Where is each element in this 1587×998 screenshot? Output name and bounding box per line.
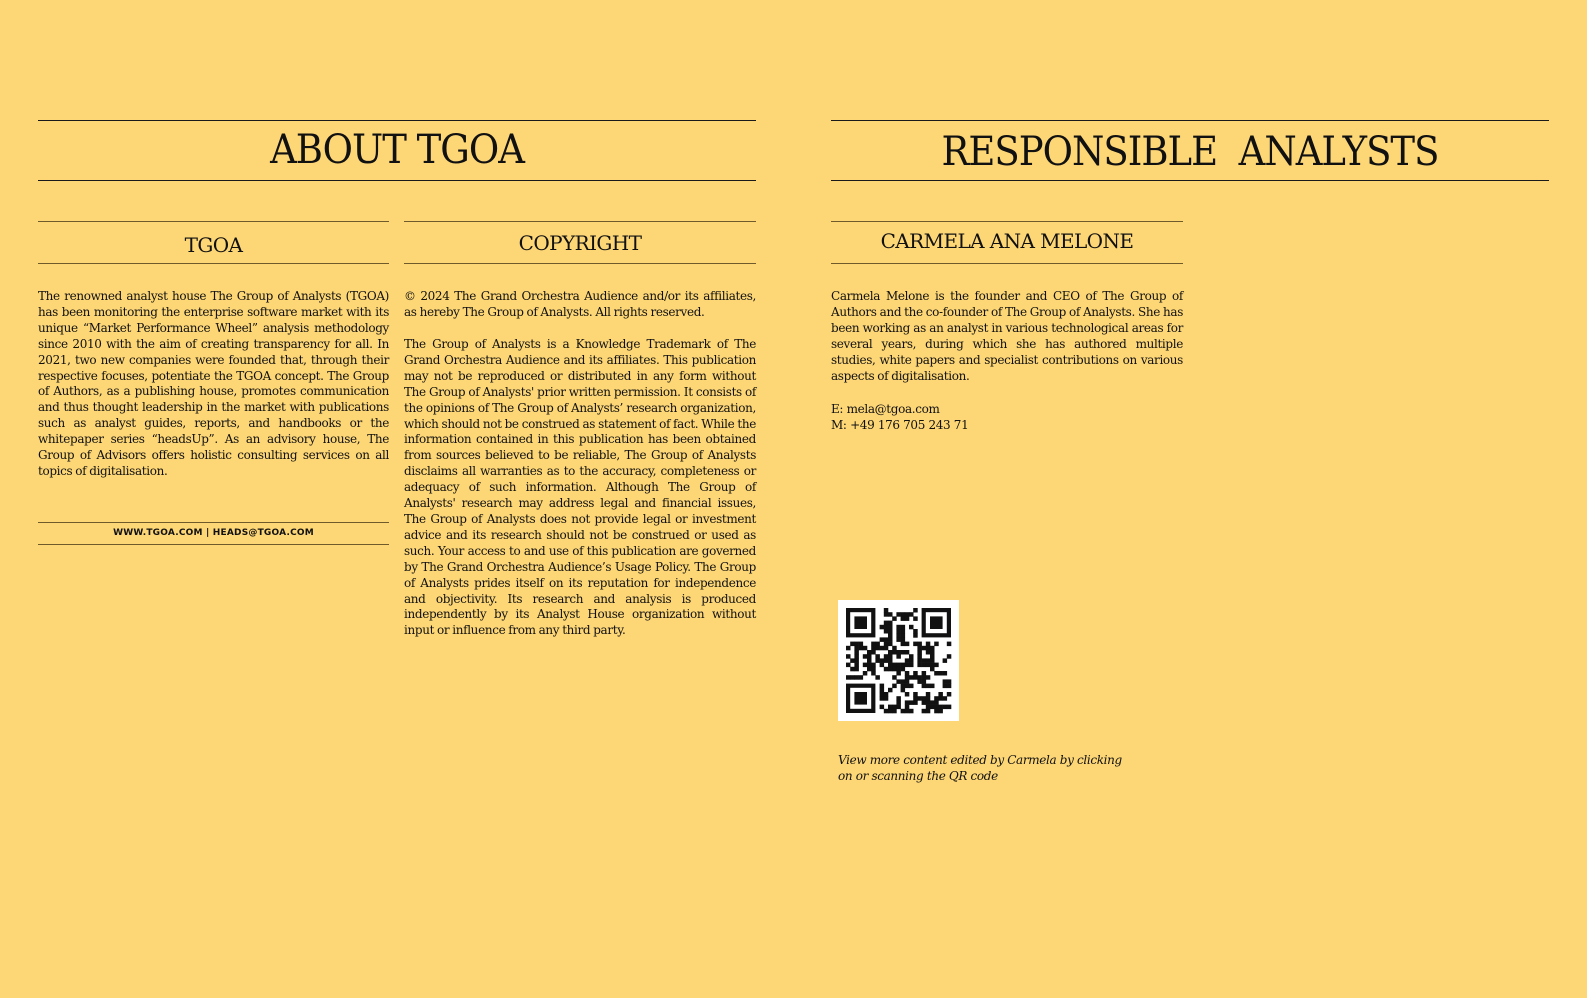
tgoa-heading-bottom-rule <box>38 263 389 264</box>
analyst-name-top-rule <box>831 221 1183 222</box>
analyst-bio: Carmela Melone is the founder and CEO of The Group of Authors and the co-founder of The Group of Analysts. She has been working as an analyst in various technological areas for several years, during which she has authored multiple studies, white papers and specialist contributions on various aspects of digitalisation. <box>831 289 1183 383</box>
analysts-title: RESPONSIBLE ANALYSTS <box>941 128 1439 175</box>
tgoa-footer-bottom-rule <box>38 544 389 545</box>
analyst-name-bottom-rule <box>831 263 1183 264</box>
copyright-heading-bottom-rule <box>404 263 756 264</box>
tgoa-paragraph: The renowned analyst house The Group of Analysts (TGOA) has been monitoring the enterprise software market with its unique “Market Performance Wheel” analysis methodology since 2010 with the aim of creating transparency for all. In 2021, two new companies were founded that, through their respective focuses, potentiate the TGOA concept. The Group of Authors, as a publishing house, promotes communication and thus thought leadership in the market with publications such as analyst guides, reports, and handbooks or the whitepaper series “headsUp”. As an advisory house, The Group of Advisors offers holistic consulting services on all topics of digitalisation. <box>38 289 389 478</box>
about-title: ABOUT TGOA <box>270 126 524 173</box>
analyst-name: CARMELA ANA MELONE <box>880 229 1134 253</box>
qr-caption: View more content edited by Carmela by clicking on or scanning the QR code <box>838 753 1122 783</box>
tgoa-heading-top-rule <box>38 221 389 222</box>
analyst-mobile: M: +49 176 705 243 71 <box>831 418 969 432</box>
analyst-email[interactable]: E: mela@tgoa.com <box>831 402 940 416</box>
about-title-top-rule <box>38 120 756 121</box>
analysts-title-top-rule <box>831 120 1549 121</box>
copyright-paragraph-2: The Group of Analysts is a Knowledge Trademark of The Grand Orchestra Audience and its affiliates. This publication may not be reproduced or distributed in any form without The Group of Analysts' prior written permission. It consists of the opinions of The Group of Analysts’ research organization, which should not be construed as statement of fact. While the information contained in this publication has been obtained from sources believed to be reliable, The Group of Analysts disclaims all warranties as to the accuracy, completeness or adequacy of such information. Although The Group of Analysts' research may address legal and financial issues, The Group of Analysts does not provide legal or investment advice and its research should not be construed or used as such. Your access to and use of this publication are governed by The Grand Orchestra Audience’s Usage Policy. The Group of Analysts prides itself on its reputation for independence and objectivity. Its research and analysis is produced independently by its Analyst House organization without input or influence from any third party. <box>404 337 756 638</box>
about-title-bottom-rule <box>38 180 756 181</box>
qr-code-graphic <box>838 600 959 721</box>
copyright-heading: COPYRIGHT <box>518 231 642 255</box>
copyright-heading-top-rule <box>404 221 756 222</box>
analysts-title-bottom-rule <box>831 180 1549 181</box>
qr-code-icon[interactable] <box>838 600 959 721</box>
tgoa-heading: TGOA <box>184 233 243 257</box>
copyright-paragraph-1: © 2024 The Grand Orchestra Audience and/or its affiliates, as hereby The Group of Analysts. All rights reserved. <box>404 289 756 319</box>
tgoa-footer-links[interactable]: WWW.TGOA.COM | HEADS@TGOA.COM <box>113 528 314 538</box>
